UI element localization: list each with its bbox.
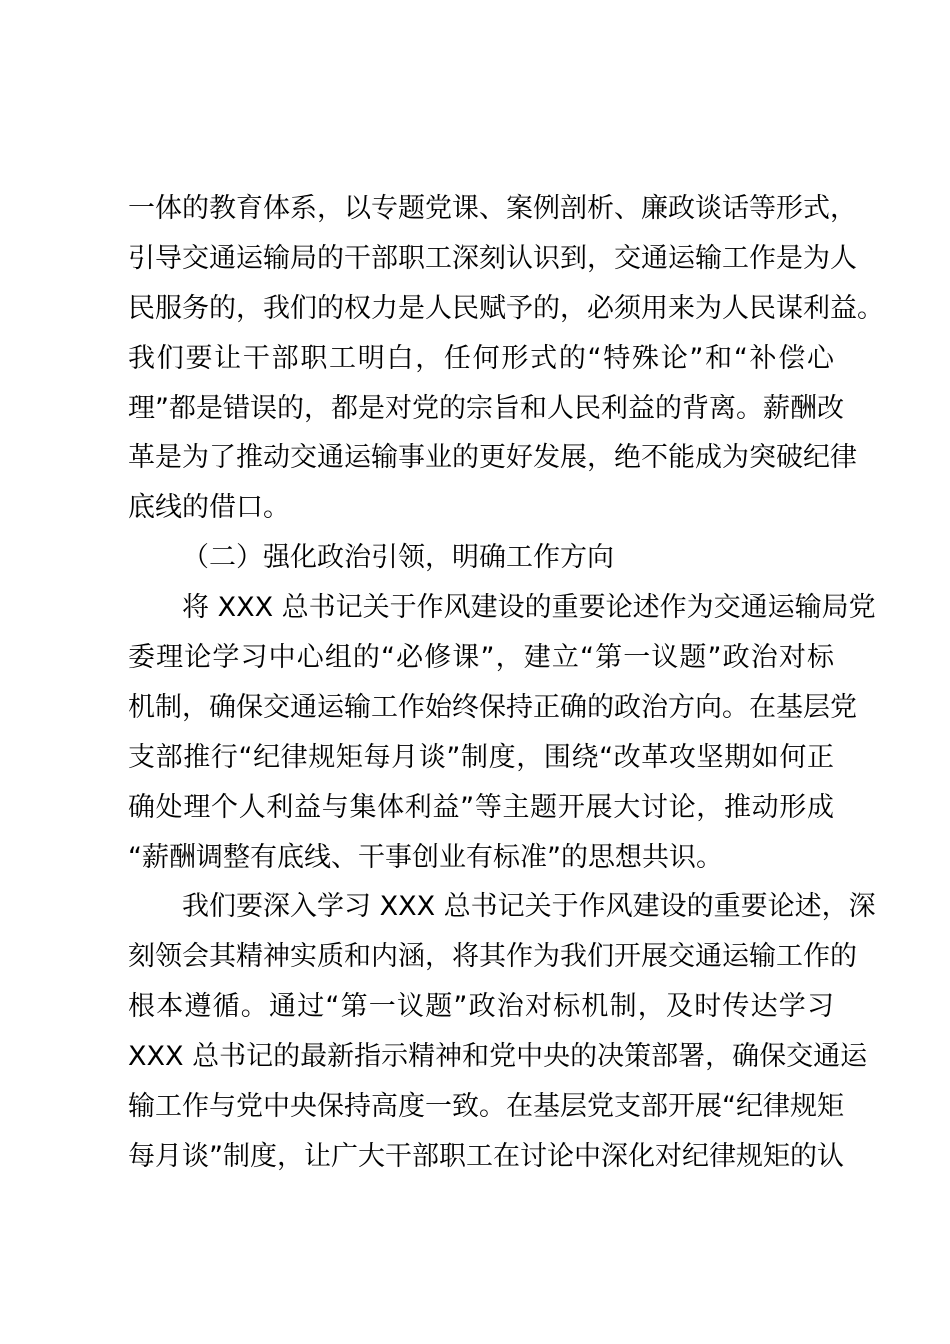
text-line: 机制，确保交通运输工作始终保持正确的政治方向。在基层党 — [128, 691, 857, 723]
section-heading: （二）强化政治引领，明确工作方向 — [182, 542, 614, 574]
text-line: 每月谈”制度，让广大干部职工在讨论中深化对纪律规矩的认 — [128, 1140, 844, 1172]
text-line: 革是为了推动交通运输事业的更好发展，绝不能成为突破纪律 — [128, 442, 857, 474]
paragraph-first-line: 我们要深入学习 XXX 总书记关于作风建设的重要论述，深 — [182, 891, 876, 923]
text-line: 委理论学习中心组的“必修课”，建立“第一议题”政治对标 — [128, 642, 834, 674]
text-line: 我们要让干部职工明白，任何形式的“特殊论”和“补偿心 — [128, 342, 834, 374]
paragraph-last-line: 底线的借口。 — [128, 492, 290, 524]
text-line: 确处理个人利益与集体利益”等主题开展大讨论，推动形成 — [128, 791, 834, 823]
text-line: 输工作与党中央保持高度一致。在基层党支部开展“纪律规矩 — [128, 1091, 844, 1123]
text-line: 根本遵循。通过“第一议题”政治对标机制，及时传达学习 — [128, 991, 834, 1023]
text-line: 理”都是错误的，都是对党的宗旨和人民利益的背离。薪酬改 — [128, 392, 844, 424]
paragraph-first-line: 将 XXX 总书记关于作风建设的重要论述作为交通运输局党 — [182, 592, 876, 624]
text-line: 刻领会其精神实质和内涵，将其作为我们开展交通运输工作的 — [128, 941, 857, 973]
text-line: 一体的教育体系，以专题党课、案例剖析、廉政谈话等形式， — [128, 193, 857, 224]
text-line: 引导交通运输局的干部职工深刻认识到，交通运输工作是为人 — [128, 242, 857, 274]
paragraph-last-line: “薪酬调整有底线、干事创业有标准”的思想共识。 — [128, 841, 723, 873]
text-line: 民服务的，我们的权力是人民赋予的，必须用来为人民谋利益。 — [128, 292, 884, 324]
text-line: XXX 总书记的最新指示精神和党中央的决策部署，确保交通运 — [128, 1041, 868, 1073]
document-body — [128, 184, 884, 1182]
text-line: 支部推行“纪律规矩每月谈”制度，围绕“改革攻坚期如何正 — [128, 741, 834, 773]
